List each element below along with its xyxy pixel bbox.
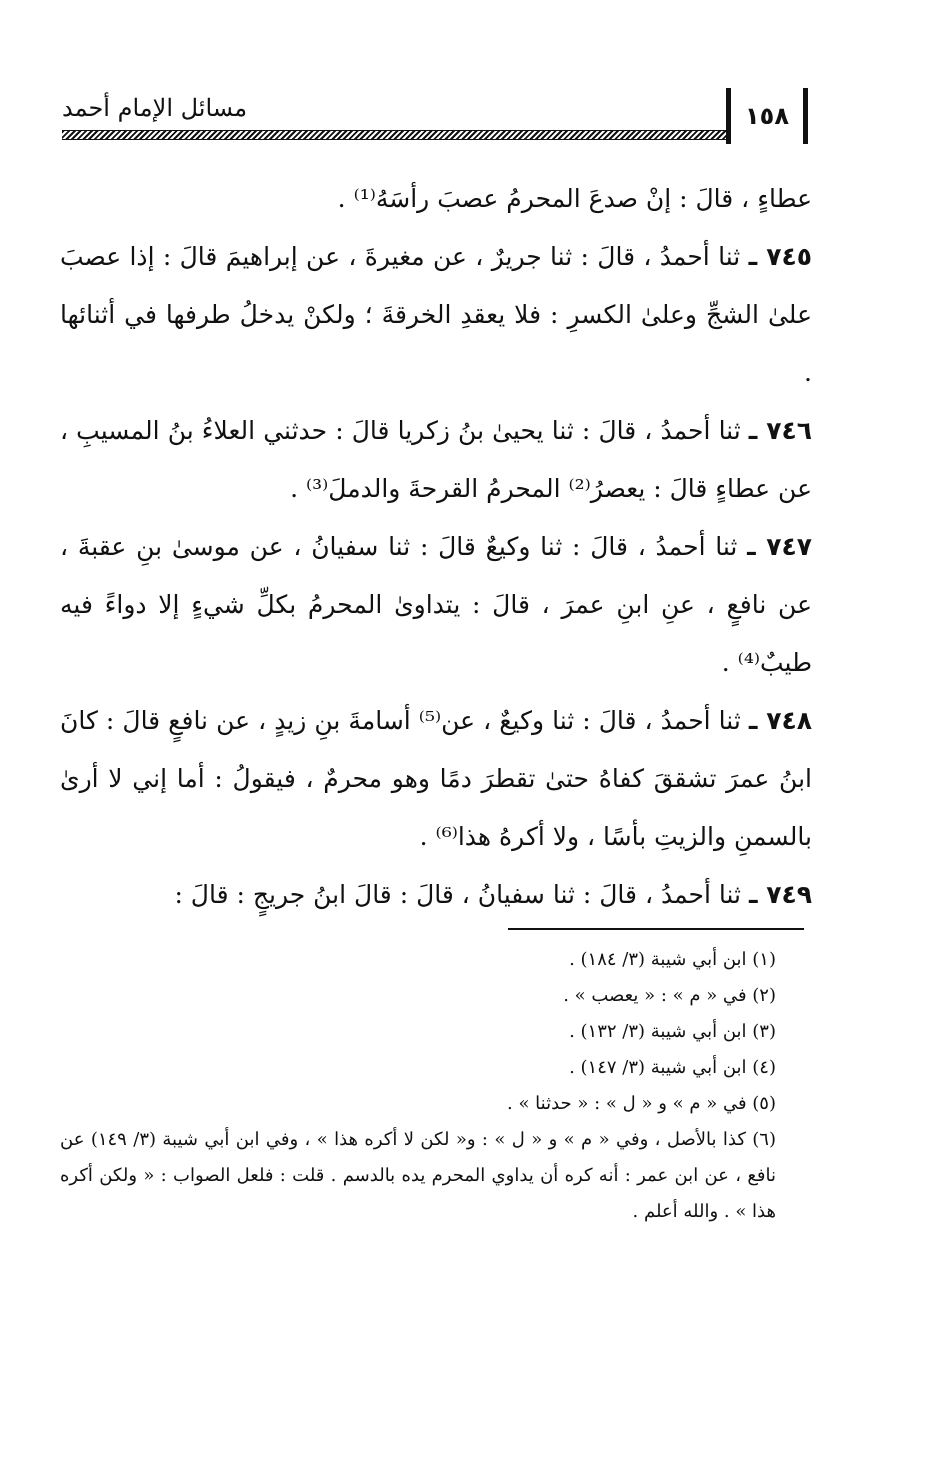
footnotes — [60, 942, 812, 1230]
running-title: مسائل الإمام أحمد — [62, 94, 248, 122]
entry-number: ٧٤٨ ـ — [748, 706, 812, 735]
page-number-box — [726, 88, 808, 144]
entry-748 — [60, 692, 812, 866]
entry-749 — [60, 866, 812, 924]
entry-number: ٧٤٧ ـ — [747, 532, 813, 561]
page-number: ١٥٨ — [745, 102, 789, 130]
footnote-separator — [508, 928, 804, 930]
footnote-5: (٥) في « م » و « ل » : « حدثنا » . — [507, 1093, 776, 1114]
footnote-1: (١) ابن أبي شيبة (٣/ ١٨٤) . — [569, 949, 776, 970]
page-header — [62, 88, 808, 148]
entry-746 — [60, 402, 812, 518]
footnote-3: (٣) ابن أبي شيبة (٣/ ١٣٢) . — [569, 1021, 776, 1042]
footnote-2: (٢) في « م » : « يعصب » . — [563, 985, 776, 1006]
entry-text: ثنا أحمدُ ، قالَ : ثنا وكيعٌ قالَ : ثنا سفيانُ ، عن موسىٰ بنِ عقبةَ ، عن نافعٍ ، عنِ ابنِ عمرَ ، قالَ : يتداوىٰ المحرمُ بكلِّ شيءٍ إلا دواءً فيه طيبٌ⁽⁴⁾ . — [60, 532, 812, 677]
entry-text: ثنا أحمدُ ، قالَ : ثنا جريرٌ ، عن مغيرةَ ، عن إبراهيمَ قالَ : إذا عصبَ علىٰ الشجِّ وعلىٰ الكسرِ : فلا يعقدِ الخرقةَ ؛ ولكنْ يدخلُ طرفها في أثنائها . — [60, 242, 812, 387]
entry-text: ثنا أحمدُ ، قالَ : ثنا يحيىٰ بنُ زكريا قالَ : حدثني العلاءُ بنُ المسيبِ ، عن عطاءٍ قالَ : يعصرُ⁽²⁾ المحرمُ القرحةَ والدملَ⁽³⁾ . — [60, 416, 812, 503]
footnote-6: (٦) كذا بالأصل ، وفي « م » و « ل » : و« لكن لا أكره هذا » ، وفي ابن أبي شيبة (٣/ ١٤٩) عن نافع ، عن ابن عمر : أنه كره أن يداوي المحرم يده بالدسم . قلت : فلعل الصواب : « ولكن أكره هذا » . والله أعلم . — [60, 1129, 776, 1222]
entry-747 — [60, 518, 812, 692]
main-text — [60, 170, 812, 924]
entry-745 — [60, 228, 812, 402]
entry-text: ثنا أحمدُ ، قالَ : ثنا وكيعٌ ، عن⁽⁵⁾ أسامةَ بنِ زيدٍ ، عن نافعٍ قالَ : كانَ ابنُ عمرَ تشققَ كفاهُ حتىٰ تقطرَ دمًا وهو محرمٌ ، فيقولُ : أما إني لا أرىٰ بالسمنِ والزيتِ بأسًا ، ولا أكرهُ هذا⁽⁶⁾ . — [60, 706, 812, 851]
entry-number: ٧٤٩ ـ — [748, 880, 812, 909]
entry-text: ثنا أحمدُ ، قالَ : ثنا سفيانُ ، قالَ : قالَ ابنُ جريجٍ : قالَ : — [174, 880, 742, 909]
header-rule — [62, 130, 726, 140]
footnote-4: (٤) ابن أبي شيبة (٣/ ١٤٧) . — [569, 1057, 776, 1078]
entry-number: ٧٤٥ ـ — [748, 242, 813, 271]
intro-paragraph: عطاءٍ ، قالَ : إنْ صدعَ المحرمُ عصبَ رأسَهُ⁽¹⁾ . — [337, 184, 812, 213]
entry-number: ٧٤٦ ـ — [748, 416, 812, 445]
